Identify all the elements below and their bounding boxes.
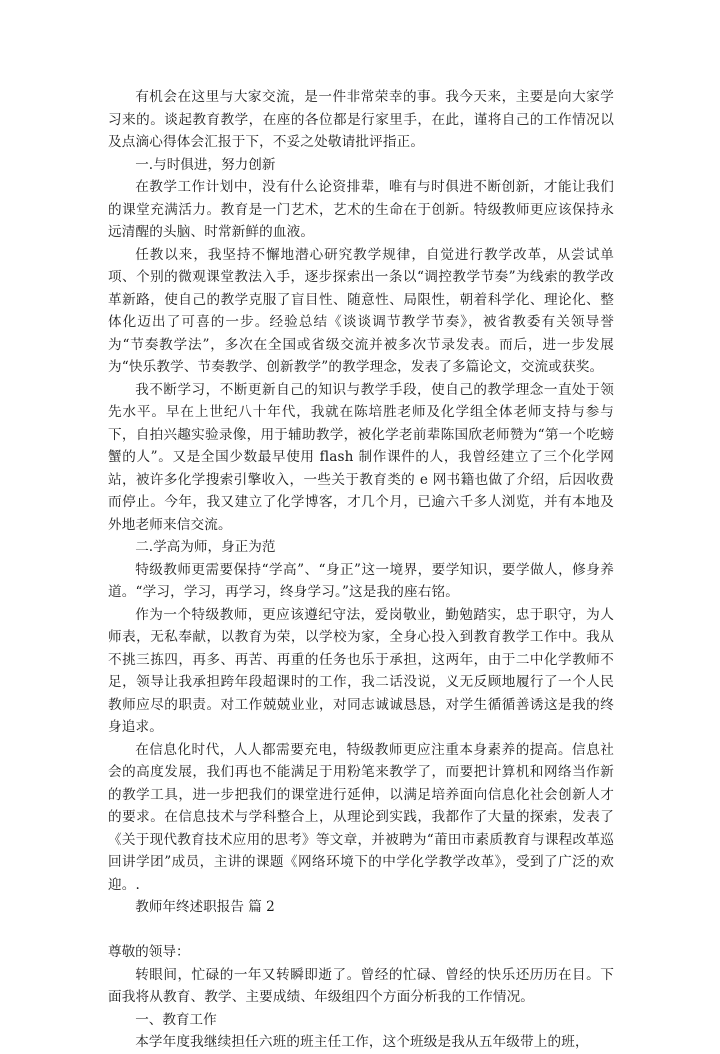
paragraph: 在信息化时代，人人都需要充电，特级教师更应注重本身素养的提高。信息社会的高度发展，我们再也不能满足于用粉笔来教学了，而要把计算机和网络当作新的教学工具，进一步把我们的课堂进行延伸，以满足培养面向信息化社会创新人才的要求。在信息技术与学科整合上，从理论到实践，我都作了大量的探索，发表了《关于现代教育技术应用的思考》等文章，并被聘为“莆田市素质教育与课程改革巡回讲学团”成员，主讲的课题《网络环境下的中学化学教学改革》，受到了广泛的欢迎。. bbox=[108, 741, 614, 893]
section-heading: 一.与时俱进，努力创新 bbox=[135, 156, 276, 173]
paragraph: 有机会在这里与大家交流，是一件非常荣幸的事。我今天来，主要是向大家学习来的。谈起教育教学，在座的各位都是行家里手，在此，谨将自己的工作情况以及点滴心得体会汇报于下，不妥之处敬请批评指正。 bbox=[108, 89, 614, 150]
paragraph: 在教学工作计划中，没有什么论资排辈，唯有与时俱进不断创新，才能让我们的课堂充满活力。教育是一门艺术，艺术的生命在于创新。特级教师更应该保持永远清醒的头脑、时常新鲜的血液。 bbox=[108, 179, 614, 240]
paragraph: 任教以来，我坚持不懈地潜心研究教学规律，自觉进行教学改革，从尝试单项、个别的微观课堂教法入手，逐步探索出一条以“调控教学节奏”为线索的教学改革新路，使自己的教学克服了盲目性、随意性、局限性，朝着科学化、理论化、整体化迈出了可喜的一步。经验总结《谈谈调节教学节奏》，被省教委有关领导誉为“节奏教学法”，多次在全国或省级交流并被多次节录发表。而后，进一步发展为“快乐教学、节奏教学、创新教学”的教学理念，发表了多篇论文，交流或获奖。 bbox=[108, 246, 614, 375]
paragraph: 作为一个特级教师，更应该遵纪守法，爱岗敬业，勤勉踏实，忠于职守，为人师表，无私奉献，以教育为荣，以学校为家，全身心投入到教育教学工作中。我从不挑三拣四，再多、再苦、再重的任务也乐于承担，这两年，由于二中化学教师不足，领导让我承担跨年段超课时的工作，我二话没说，义无反顾地履行了一个人民教师应尽的职责。对工作兢兢业业，对同志诚诚恳恳，对学生循循善诱这是我的终身追求。 bbox=[108, 606, 614, 735]
paragraph: 我不断学习，不断更新自己的知识与教学手段，使自己的教学理念一直处于领先水平。早在上世纪八十年代，我就在陈培胜老师及化学组全体老师支持与参与下，自拍兴趣实验录像，用于辅助教学，被化学老前辈陈国欣老师赞为“第一个吃螃蟹的人”。又是全国少数最早使用 flash 制作课件的人，我曾经建立了三个化学网站，被许多化学搜索引擎收入，一些关于教育类的 e 网书籍也做了介绍，后因收费而停止。今年，我又建立了化学博客，才几个月，已逾六千多人浏览，并有本地及外地老师来信交流。 bbox=[108, 381, 614, 533]
report-title: 教师年终述职报告 篇 2 bbox=[135, 899, 275, 915]
section-heading: 一、教育工作 bbox=[135, 1011, 217, 1028]
paragraph: 转眼间，忙碌的一年又转瞬即逝了。曾经的忙碌、曾经的快乐还历历在目。下面我将从教育、教学、主要成绩、年级组四个方面分析我的工作情况。 bbox=[108, 966, 614, 1005]
blank-line bbox=[108, 919, 614, 942]
paragraph: 本学年度我继续担任六班的班主任工作，这个班级是我从五年级带上的班， bbox=[135, 1034, 589, 1050]
paragraph: 特级教师更需要保持“学高”、“身正”这一境界，要学知识，要学做人，修身养道。“学习，学习，再学习，终身学习。”这是我的座右铭。 bbox=[108, 561, 614, 600]
section-heading: 二.学高为师，身正为范 bbox=[135, 539, 276, 555]
salutation: 尊敬的领导： bbox=[108, 944, 190, 960]
document-body bbox=[108, 86, 614, 1054]
